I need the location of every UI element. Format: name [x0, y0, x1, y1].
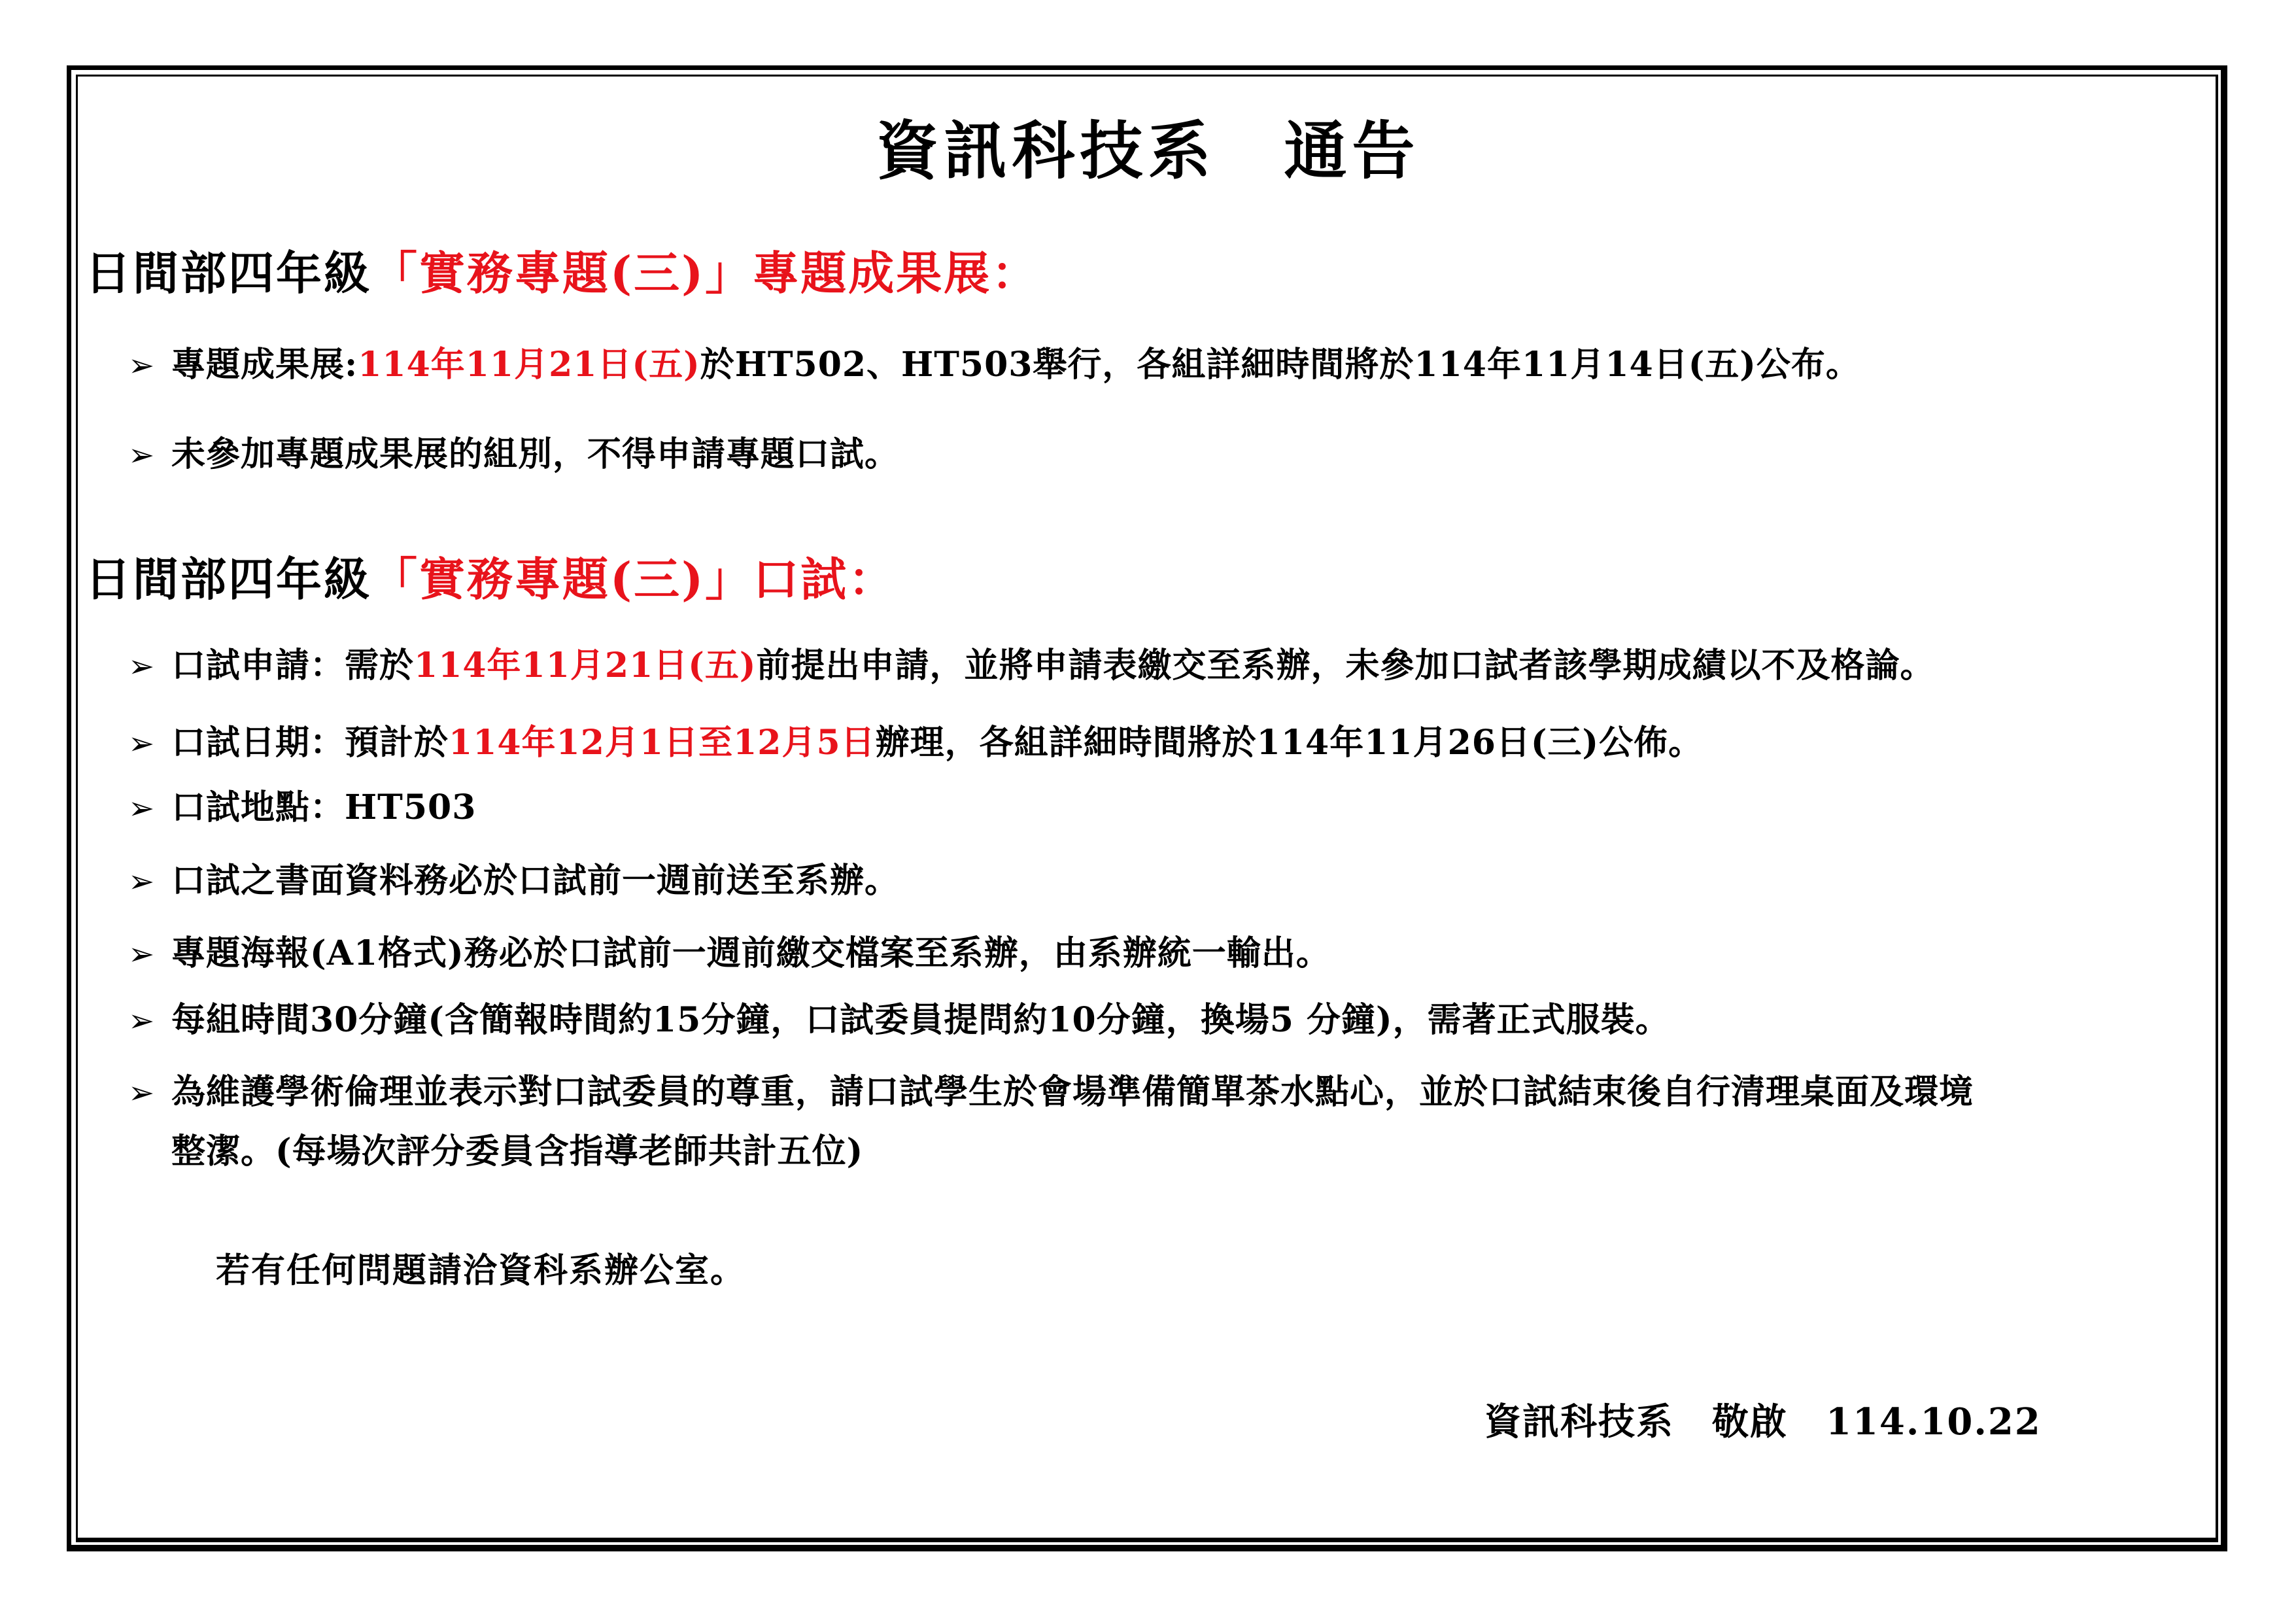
- list-item: [128, 780, 476, 829]
- item-text: 口試申請：需於: [171, 646, 415, 685]
- item-text: 口試地點：HT503: [171, 787, 477, 827]
- bullet-arrow-icon: ➢: [128, 347, 156, 384]
- section-heading-oral-exam: [85, 543, 896, 609]
- list-item: [128, 715, 1703, 764]
- item-text: 前提出申請，並將申請表繳交至系辦，未參加口試者該學期成績以不及格論。: [756, 646, 1935, 685]
- bullet-arrow-icon: ➢: [128, 437, 156, 474]
- item-text: 未參加專題成果展的組別，不得申請專題口試。: [171, 434, 900, 474]
- heading-highlight: 「實務專題(三)」專題成果展: [371, 246, 992, 300]
- list-item: [128, 638, 1935, 687]
- section-heading-exhibition: [85, 237, 1039, 303]
- list-item: [128, 426, 899, 475]
- heading-colon: ：: [848, 552, 897, 606]
- item-text: 辦理，各組詳細時間將於114年11月26日(三)公佈。: [875, 723, 1704, 763]
- bullet-arrow-icon: ➢: [128, 1003, 156, 1039]
- bullet-arrow-icon: ➢: [128, 725, 156, 762]
- item-text: 於HT502、HT503舉行，各組詳細時間將於114年11月14日(五)公布。: [700, 345, 1860, 385]
- list-item: [128, 337, 1860, 386]
- bullet-arrow-icon: ➢: [128, 648, 156, 685]
- bullet-arrow-icon: ➢: [128, 863, 156, 900]
- list-item: [128, 992, 1670, 1041]
- bullet-arrow-icon: ➢: [128, 1075, 156, 1111]
- item-text: 口試日期：預計於: [171, 723, 449, 763]
- contact-note: 若有任何問題請洽資科系辦公室。: [216, 1251, 746, 1290]
- bullet-arrow-icon: ➢: [128, 790, 156, 827]
- heading-colon: ：: [991, 246, 1040, 300]
- list-item: [128, 1064, 1974, 1113]
- item-date-highlight: 114年11月21日(五): [358, 345, 700, 385]
- item-text: 專題海報(A1格式)務必於口試前一週前繳交檔案至系辦，由系辦統一輸出。: [171, 933, 1331, 973]
- item-date-highlight: 114年12月1日至12月5日: [449, 723, 876, 763]
- list-item: [128, 853, 899, 902]
- notice-title: 資訊科技系 通告: [876, 114, 1420, 188]
- item-text: 每組時間30分鐘(含簡報時間約15分鐘，口試委員提問約10分鐘，換場5 分鐘)，需著正式服裝。: [171, 1000, 1670, 1040]
- bullet-arrow-icon: ➢: [128, 936, 156, 973]
- heading-highlight: 「實務專題(三)」口試: [371, 552, 849, 606]
- list-item: [128, 925, 1331, 975]
- heading-prefix: 日間部四年級: [85, 552, 371, 606]
- item-text: 專題成果展:: [171, 345, 358, 385]
- item-text: 口試之書面資料務必於口試前一週前送至系辦。: [171, 861, 900, 901]
- list-item-continuation: 整潔。(每場次評分委員含指導老師共計五位): [171, 1132, 864, 1171]
- signature-date: 資訊科技系 敬啟 114.10.22: [1484, 1400, 2042, 1443]
- item-text: 為維護學術倫理並表示對口試委員的尊重，請口試學生於會場準備簡單茶水點心，並於口試結束後自行清理桌面及環境: [171, 1072, 1974, 1112]
- heading-prefix: 日間部四年級: [85, 246, 371, 300]
- item-date-highlight: 114年11月21日(五): [414, 646, 757, 685]
